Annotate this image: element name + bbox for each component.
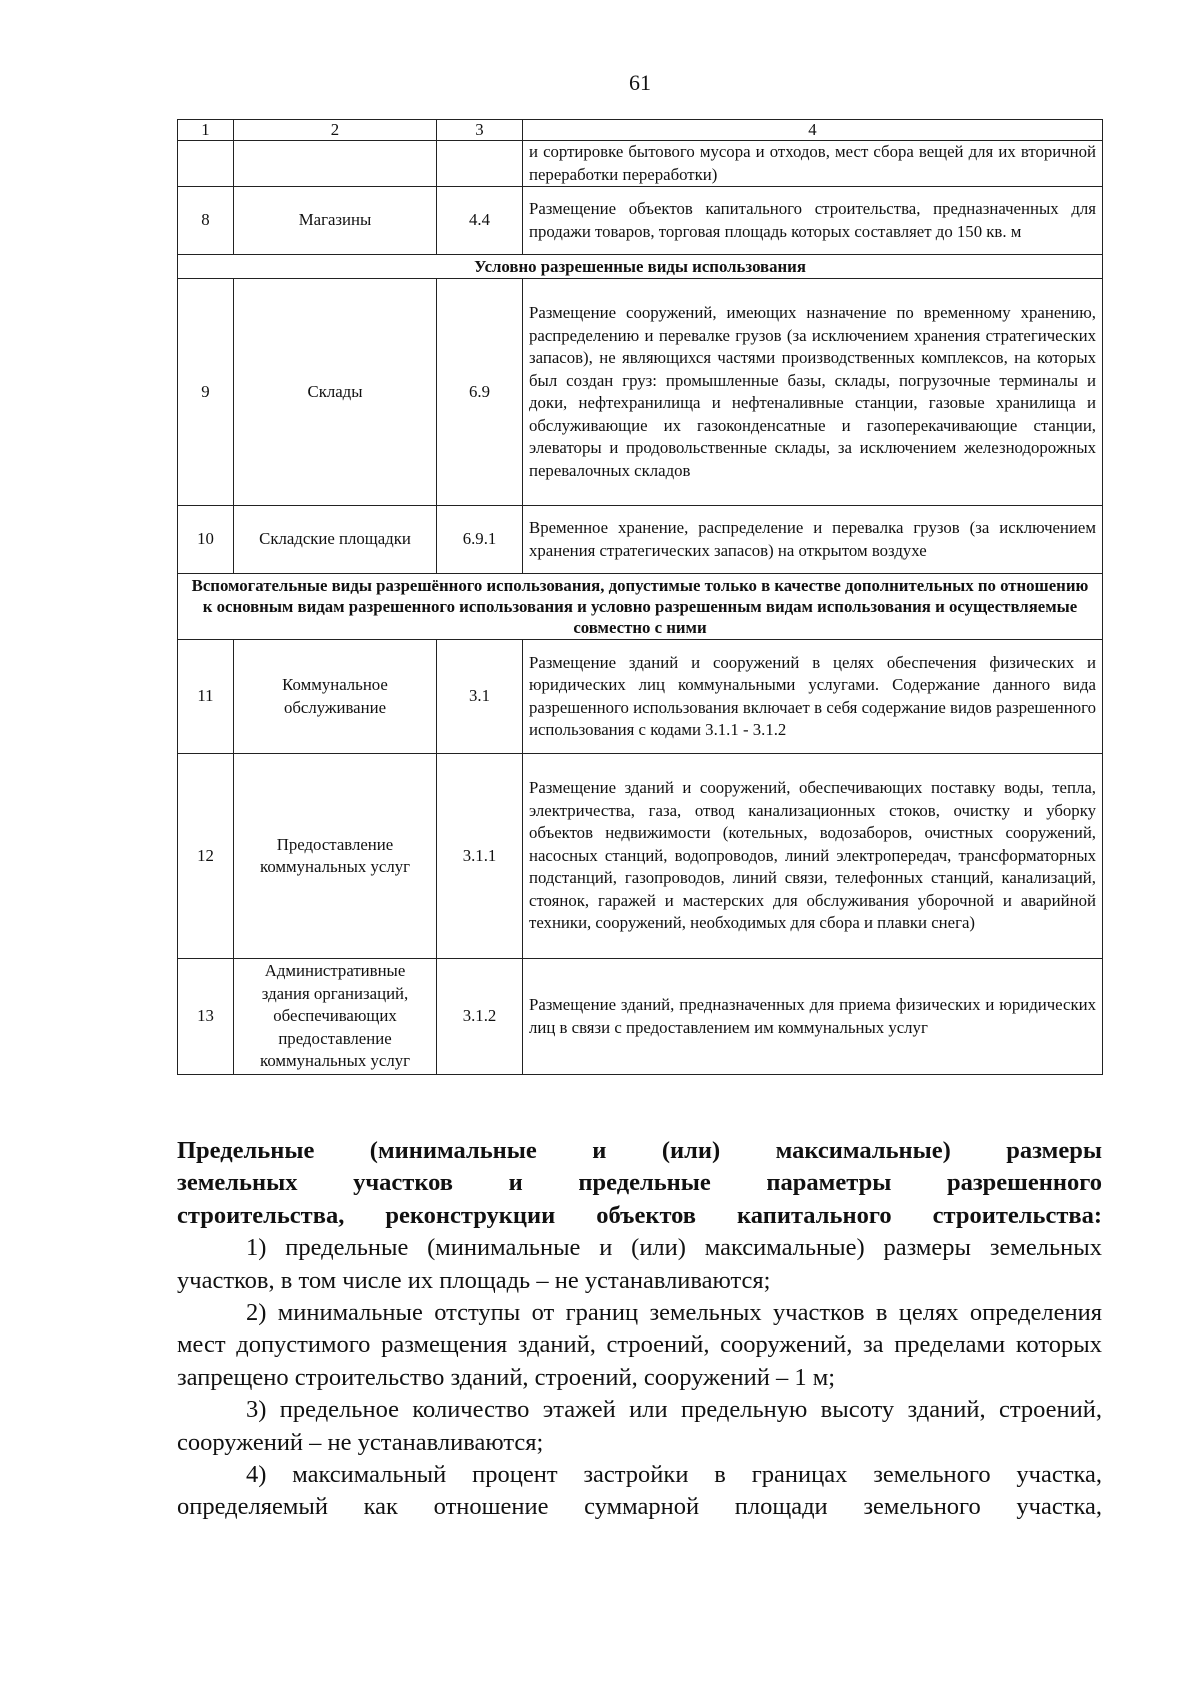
table-row-8 <box>178 187 1103 255</box>
cell-code <box>437 141 523 187</box>
table-row-13 <box>178 959 1103 1075</box>
table-row-10 <box>178 506 1103 574</box>
cell-code: 6.9 <box>437 279 523 506</box>
header-col-1: 1 <box>178 120 234 141</box>
cell-num: 10 <box>178 506 234 574</box>
cell-num: 13 <box>178 959 234 1075</box>
section-auxiliary-uses <box>178 574 1103 640</box>
cell-description: Временное хранение, распределение и перевалка грузов (за исключением хранения стратегических запасов) на открытом воздухе <box>523 506 1103 574</box>
land-use-table <box>177 119 1103 1075</box>
paragraph-3: 3) предельное количество этажей или предельную высоту зданий, строений, сооружений – не устанавливаются; <box>177 1396 1102 1456</box>
table-row-11 <box>178 640 1103 754</box>
section-conditional-uses <box>178 255 1103 279</box>
cell-name: Предоставление коммунальных услуг <box>234 754 437 959</box>
paragraph-4: 4) максимальный процент застройки в границах земельного участка, определяемый как отношение суммарной площади земельного участка, <box>177 1461 1102 1521</box>
cell-name: Склады <box>234 279 437 506</box>
cell-num <box>178 141 234 187</box>
paragraph-2: 2) минимальные отступы от границ земельных участков в целях определения мест допустимого размещения зданий, строений, сооружений, за пределами которых запрещено строительство зданий, строений, сооружений – 1 м; <box>177 1299 1102 1391</box>
header-col-2: 2 <box>234 120 437 141</box>
table-row-9 <box>178 279 1103 506</box>
cell-name: Коммунальное обслуживание <box>234 640 437 754</box>
heading-line-2: земельных участков и предельные параметры разрешенного <box>177 1169 1102 1197</box>
cell-num: 9 <box>178 279 234 506</box>
cell-description: Размещение зданий и сооружений в целях обеспечения физических и юридических лиц коммунальными услугами. Содержание данного вида разрешенного использования включает в себя содержание видов разрешенного использования с кодами 3.1.1 - 3.1.2 <box>523 640 1103 754</box>
cell-num: 12 <box>178 754 234 959</box>
cell-num: 8 <box>178 187 234 255</box>
cell-code: 3.1.2 <box>437 959 523 1075</box>
body-text <box>177 1135 1102 1524</box>
header-col-4: 4 <box>523 120 1103 141</box>
cell-num: 11 <box>178 640 234 754</box>
header-col-3: 3 <box>437 120 523 141</box>
cell-code: 6.9.1 <box>437 506 523 574</box>
heading-line-3: строительства, реконструкции объектов капитального строительства: <box>177 1201 1102 1229</box>
cell-code: 3.1.1 <box>437 754 523 959</box>
cell-name: Административные здания организаций, обеспечивающих предоставление коммунальных услуг <box>234 959 437 1075</box>
section-heading <box>177 1135 1102 1232</box>
cell-description: Размещение зданий, предназначенных для приема физических и юридических лиц в связи с предоставлением им коммунальных услуг <box>523 959 1103 1075</box>
cell-name: Складские площадки <box>234 506 437 574</box>
table-row-continued <box>178 141 1103 187</box>
cell-description: Размещение объектов капитального строительства, предназначенных для продажи товаров, торговая площадь которых составляет до 150 кв. м <box>523 187 1103 255</box>
section-title: Вспомогательные виды разрешённого использования, допустимые только в качестве дополнительных по отношению к основным видам разрешенного использования и условно разрешенным видам использования и осуществляемые совместно с ними <box>178 574 1103 640</box>
table-header-row <box>178 120 1103 141</box>
cell-code: 3.1 <box>437 640 523 754</box>
table-row-12 <box>178 754 1103 959</box>
cell-description: и сортировке бытового мусора и отходов, мест сбора вещей для их вторичной переработки переработки) <box>523 141 1103 187</box>
cell-description: Размещение зданий и сооружений, обеспечивающих поставку воды, тепла, электричества, газа, отвод канализационных стоков, очистку и уборку объектов недвижимости (котельных, водозаборов, очистных сооружений, насосных станций, водопроводов, линий электропередач, трансформаторных подстанций, газопроводов, линий связи, телефонных станций, канализаций, стоянок, гаражей и мастерских для обслуживания уборочной и аварийной техники, сооружений, необходимых для сбора и плавки снега) <box>523 754 1103 959</box>
page-number: 61 <box>629 70 651 95</box>
section-title: Условно разрешенные виды использования <box>178 255 1103 279</box>
paragraph-1: 1) предельные (минимальные и (или) максимальные) размеры земельных участков, в том числе их площадь – не устанавливаются; <box>177 1234 1102 1294</box>
cell-name <box>234 141 437 187</box>
cell-name: Магазины <box>234 187 437 255</box>
cell-code: 4.4 <box>437 187 523 255</box>
cell-description: Размещение сооружений, имеющих назначение по временному хранению, распределению и перевалке грузов (за исключением хранения стратегических запасов), не являющихся частями производственных комплексов, на которых был создан груз: промышленные базы, склады, погрузочные терминалы и доки, нефтехранилища и нефтеналивные станции, газовые хранилища и обслуживающие их газоконденсатные и газоперекачивающие станции, элеваторы и продовольственные склады, за исключением железнодорожных перевалочных складов <box>523 279 1103 506</box>
heading-line-1: Предельные (минимальные и (или) максимальные) размеры <box>177 1137 1102 1164</box>
